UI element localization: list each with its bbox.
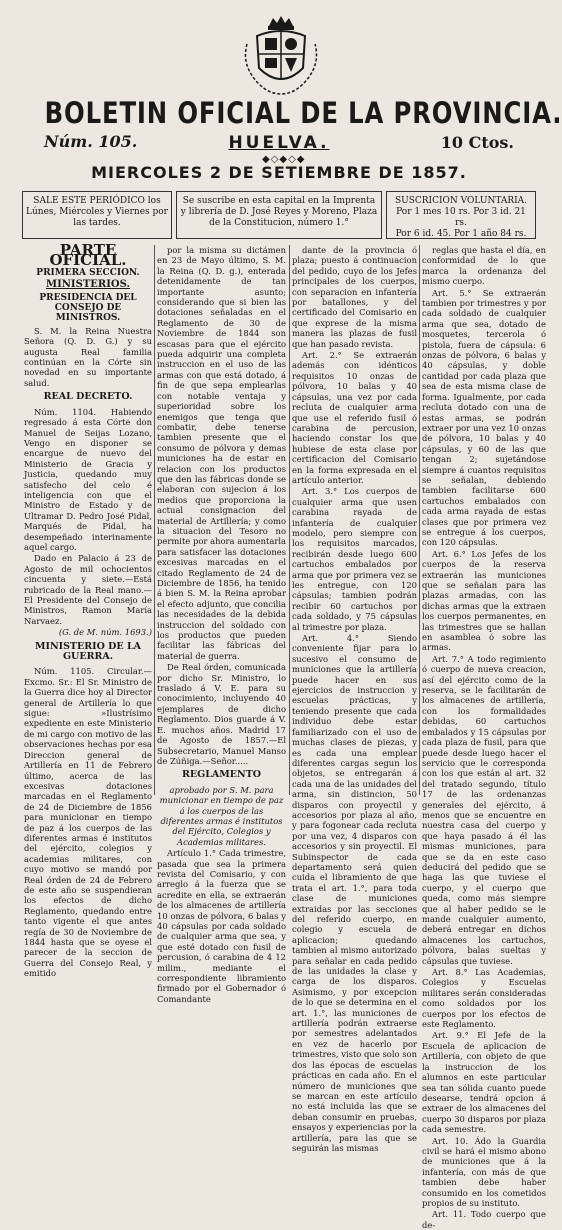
column-1 [24, 241, 152, 979]
presidency-heading: PRESIDENCIA DEL CONSEJO DE MINISTROS. [39, 292, 137, 324]
newspaper-title: BOLETIN OFICIAL DE LA PROVINCIA. [44, 96, 562, 130]
subscription-title: SUSCRICION VOLUNTARIA. [394, 196, 528, 206]
subscription-price-line: Por 6 id. 45. Por 1 año 84 rs. [395, 229, 527, 239]
paragraph: Art. 4.° Siendo conveniente fijar para lo sucesivo el consumo de municiones que la artillería puede hacer en sus ejercicios de instruccion y escuelas prácticas, y teniendo presente que cada individuo debe estar familiarizado con el uso de muchas clases de piezas, y es cada una emplear diferentes cargas segun los objetos, se entregarán á cada una de las unidades del arma, sin distincion, 50 disparos con proyectil y accesorios por plaza al año, y para fogonear cada recluta por una vez, 4 disparos con accesorios y sin proyectil. El Subinspector de cada departamento será quien cuida el libramiento de que trata el art. 1.°, para toda clase de municiones extraidas por las secciones del referido cuerpo, en colegio y escuela de aplicacion; quedando tambien al mismo autorizado para señalar en cada pedido de las unidades la clase y carga de los disparos. Asimismo, y por excepcion de lo que se determina en el art. 1.°, las municiones de artillería podrán extraerse por semestres adelantados en vez de hacerlo por trimestres, visto que solo son dos las épocas de escuelas prácticas en cada año. En el número de municiones que se marcan en este artículo no está incluida las que se deban consumir en pruebas, ensayos y experiencias por la artillería, para las que se seguirán las mismas [292, 633, 417, 1153]
subscription-place: Se suscribe en esta capital en la Imprenta y librería de D. José Reyes y Moreno, Plaza de la Constitucion, número 1.° [180, 196, 378, 228]
paragraph: Núm. 1105. Circular.—Excmo. Sr.: El Sr. Ministro de la Guerra dice hoy al Director general de Artillería lo que sigue: »Ilustrísimo expediente en este Ministerio de mi cargo con motivo de las observaciones hechas por esa Direccion general de Artillería en 11 de Febrero último, acerca de las excesivas dotaciones marcadas en el Reglamento de 24 de Diciembre de 1856 para municionar en tiempo de paz á los cuerpos de las diferentes armas é institutos del ejército, colegios y academias militares, con cuyo motivo se mandó por Real órden de 24 de Febrero de este año se suspendieran los efectos de dicho Reglamento, quedando entre tanto vigente el que antes regía de 30 de Noviembre de 1844 hasta que se oyese el parecer de la seccion de Guerra del Consejo Real, y emitido [24, 666, 152, 979]
paragraph: Núm. 1104. Habiendo regresado á esta Córte don Manuel de Seijas Lozano, Vengo en disponer se encargue de nuevo del Ministerio de Gracia y Justicia, quedando muy satisfecho del celo é inteligencia con que el Ministro de Estado y de Ultramar D. Pedro José Pidal, Marqués de Pidal, ha desempeñado interinamente aquel cargo. [24, 406, 152, 552]
ornament-icon: ◆◇◆◇◆ [262, 154, 306, 165]
paragraph: Art. 5.° Se extraerán tambien por trimestres y por cada soldado de cualquier arma que sea, dotado de mosquetes, tercerola ó pistola, fuera de cápsula: 6 onzas de pólvora, 6 balas y 40 cápsulas, y doble cantidad por cada plaza que sea de esta misma clase de forma. Igualmente, por cada recluta dotado con una de estas armas, se podrán extraer por una vez 10 onzas de pólvora, 10 balas y 40 cápsulas, y 60 de las que tengan 2; sujetándose siempre á cuantos requisitos se señalan, debiendo tambien facilitarse 600 cartuchos embalados con cada arma rayada de estas clases que por primera vez se entregue á los cuerpos, con 120 cápsulas. [422, 287, 546, 548]
paragraph: Artículo 1.° Cada trimestre, pasada que sea la primera revista del Comisario, y con arreglo á la fuerza que se acredite en ella, se extraerán de los almacenes de artillería 10 onzas de pólvora, 6 balas y 40 cápsulas por cada soldado de cualquier arma que sea, y que esté dotado con fusil de percusion, ó carabina de 4 12 milim., mediante el correspondiente libramiento firmado por el Gobernador ó Comandante [157, 848, 286, 1004]
paragraph: Art. 3.° Los cuerpos de cualquier arma que usen carabina rayada de infantería de cualquier modelo, pero siempre con los requisitos marcados, recibirán desde luego 600 cartuchos embalados por arma que por primera vez se les entregue, con 120 cápsulas; tambien podrán recibir 60 cartuchos por cada soldado, y 75 cápsulas al trimestre por plaza. [292, 486, 417, 632]
war-ministry-heading: MINISTERIO DE LA GUERRA. [34, 640, 142, 663]
paragraph: dante de la provincia ó plaza; puesto á continuacion del pedido, cuyo de los Jefes principales de los cuerpos, con separacion en infantería por batallones, y del certificado del Comisario en que exprese de la misma manera las plazas de fusil que han pasado revista. [292, 245, 417, 349]
publication-schedule-box [22, 191, 172, 239]
paragraph: Art. 2.° Se extraerán además con idénticos requisitos 10 onzas de pólvora, 10 balas y 40 cápsulas, una vez por cada recluta de cualquier arma que use el referido fusil ó carabina de percusion, haciendo constar los que hubiese de esta clase por certificacion del Comisario en la forma expresada en el artículo anterior. [292, 350, 417, 485]
subscription-place-box [176, 191, 382, 239]
paragraph: Dado en Palacio á 23 de Agosto de mil ochocientos cincuenta y siete.—Está rubricado de la Real mano.—El Presidente del Consejo de Ministros, Ramon María Narvaez. [24, 553, 152, 626]
column-3 [292, 245, 417, 1153]
paragraph: S. M. la Reina Nuestra Señora (Q. D. G.) y su augusta Real familia continúan en la Córte sin novedad en su importante salud. [24, 325, 152, 388]
regulation-subheading: aprobado por S. M. para municionar en tiempo de paz á los cuerpos de las diferentes armas é institutos del Ejército, Colegios y Academias militares. [159, 784, 284, 847]
column-2 [157, 245, 286, 1004]
subscription-price-line: Por 1 mes 10 rs. Por 3 id. 21 rs. [396, 207, 526, 228]
paragraph: Art. 9.° El Jefe de la Escuela de aplicacion de Artillería, con objeto de que la instruccion de los alumnos en este particular sea tan sólida cuanto puede desearse, tendrá opcion á extraer de los almacenes del cuerpo 30 disparos por plaza cada semestre. [422, 1030, 546, 1135]
column-divider [419, 245, 420, 795]
paragraph: Art. 10. Ádo la Guardia civil se hará el mismo abono de municiones que á la infantería, con más de que tambien debe haber consumido en los cometidos propios de su instituto. [422, 1135, 546, 1208]
paragraph: reglas que hasta el día, en conformidad de lo que marca la ordenanza del mismo cuerpo. [422, 245, 546, 287]
column-divider [289, 245, 290, 795]
paragraph: De Real órden, comunicada por dicho Sr. Ministro, lo traslado á V. E. para su conocimiento, incluyendo 40 ejemplares de dicho Reglamento. Dios guarde á V. E. muchos años. Madrid 17 de Agosto de 1857.—El Subsecretario, Manuel Manso de Zúñiga.—Señor..... [157, 662, 286, 766]
gazette-reference: (G. de M. núm. 1693.) [58, 627, 152, 638]
regulation-heading: REGLAMENTO [181, 769, 262, 781]
publication-schedule: SALE ESTE PERIÓDICO los Lúnes, Miércoles y Viernes por las tardes. [26, 196, 168, 228]
paragraph: Art. 7.° A todo regimiento ó cuerpo de nueva creacion, así del ejército como de la reserva, se le facilitarán de los almacenes de artillería, con los formalidades debidas, 60 cartuchos embalados y 15 cápsulas por cada plaza de fusil, para que puede desde luego hacer el servicio que le corresponda con los que están al art. 32 del tratado segundo, título 17 de las ordenanzas generales del ejército, á menos que se encuentre en nuestra casa del cuerpo y que haya pasado á él las mismas municiones, para que se da en este caso deducirá del pedido que se haga las que tuviese el cuerpo, y el cuerpo que queda, como más siempre que al haber pedido se le mande cualquier aumento, deberá entregar en dichos almacenes los cartuchos, pólvora, balas sueltas y cápsulas que tuviese. [422, 653, 546, 966]
decree-heading: REAL DECRETO. [43, 391, 133, 403]
section-subheading: PRIMERA SECCION. [36, 267, 140, 278]
coat-of-arms-icon [239, 14, 323, 100]
ministries-heading: MINISTERIOS. [46, 279, 130, 291]
section-heading: PARTE OFICIAL. [49, 241, 127, 270]
issue-price: 10 Ctos. [440, 133, 514, 152]
paragraph: Art. 8.° Las Academias, Colegios y Escuelas militares serán consideradas como soldados por los cuerpos por los efectos de este Reglamento. [422, 967, 546, 1030]
column-4 [422, 245, 546, 1230]
column-divider [154, 245, 155, 795]
subscription-prices-box [386, 191, 536, 239]
issue-date: MIERCOLES 2 DE SETIEMBRE DE 1857. [91, 163, 467, 182]
paragraph: Art. 6.° Los Jefes de los cuerpos de la reserva extraerán las municiones que se señalan para las plazas armadas, con las dichas armas que la extraen los cuerpos permanentes, en las trimestres que se hallan en asamblea ó sobre las armas. [422, 548, 546, 653]
paragraph: por la misma su dictámen en 23 de Mayo último, S. M. la Reina (Q. D. g.), enterada detenidamente de tan importante asunto; considerando que si bien las dotaciones señaladas en el Reglamento de 30 de Noviembre de 1844 son escasas para que el ejército pueda adquirir una completa instruccion en el uso de las armas con que está dotado, á fin de que sepa emplearlas con notable ventaja y superioridad sobre los enemigos que tenga que combatir, debe tenerse tambien presente que el consumo de pólvora y demas municiones ha de estar en relacion con los productos que den las fábricas donde se elaboran con sujecion á los medios que proporciona la actual consignacion del material de Artillería; y como la situacion del Tesoro no permite por ahora aumentarla para satisfacer las dotaciones excesivas marcadas en el citado Reglamento de 24 de Diciembre de 1856, ha tenido á bien S. M. la Reina aprobar el efecto adjunto, que concilia las necesidades de la debida instruccion del soldado con los productos que pueden facilitar las fábricas del material de guerra. [157, 245, 286, 661]
issue-number: Núm. 105. [44, 132, 138, 151]
city-name: HUELVA. [228, 133, 330, 153]
paragraph: Art. 11. Todo cuerpo que de- [422, 1209, 546, 1230]
